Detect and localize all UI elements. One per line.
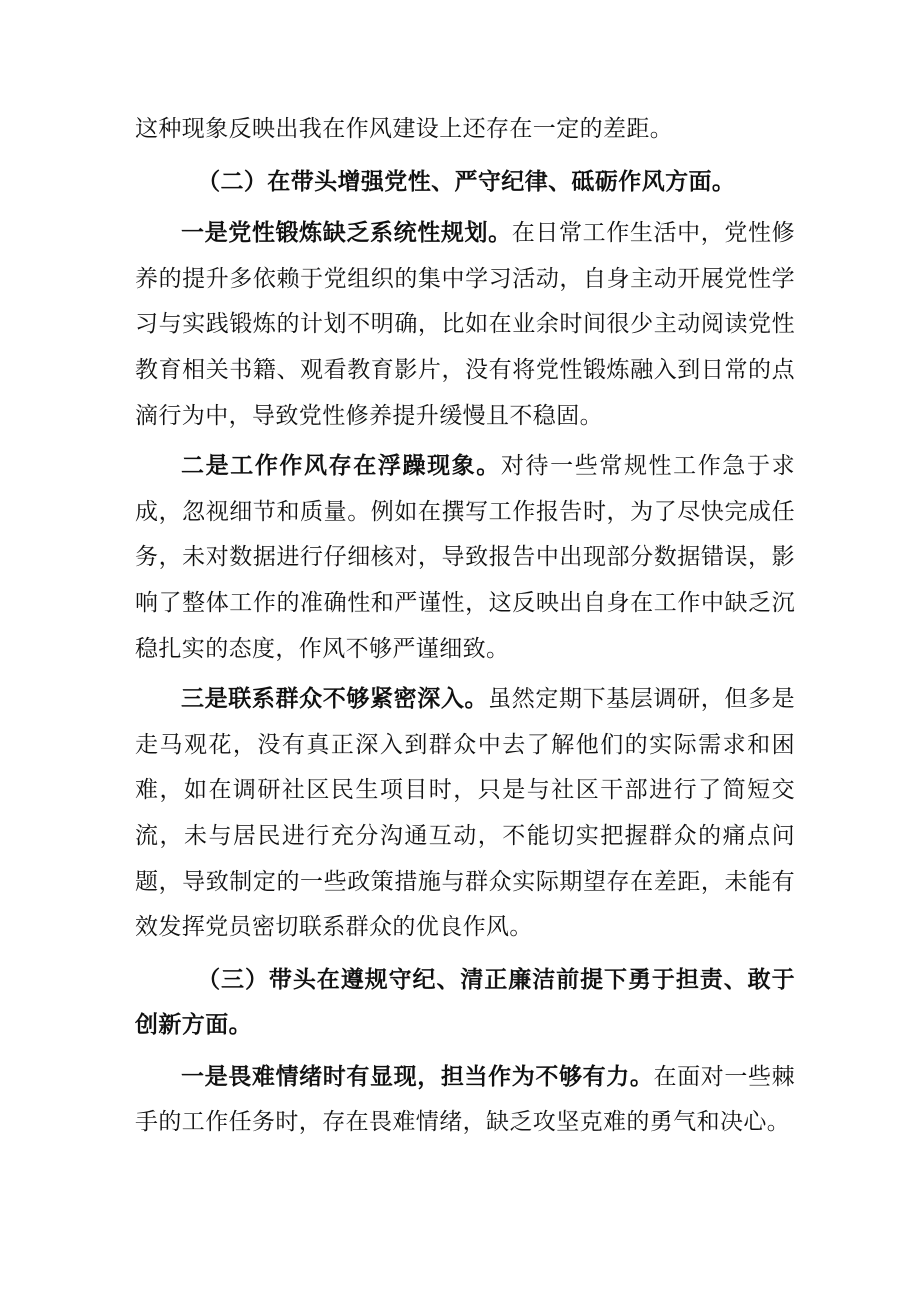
paragraph-lead: 二是工作作风存在浮躁现象。 xyxy=(181,452,501,480)
paragraph-responsibility xyxy=(135,1054,795,1146)
paragraph-masses xyxy=(135,676,795,951)
paragraph-lead: 一是党性锻炼缺乏系统性规划。 xyxy=(181,219,512,247)
paragraph-continuation xyxy=(135,107,795,153)
section-heading-2 xyxy=(135,159,795,205)
document-body xyxy=(135,107,795,1146)
heading-text: （三）带头在遵规守纪、清正廉洁前提下勇于担责、敢于创新方面。 xyxy=(135,965,795,1039)
paragraph-text: 虽然定期下基层调研，但多是走马观花，没有真正深入到群众中去了解他们的实际需求和困难，如在调研社区民生项目时，只是与社区干部进行了简短交流，未与居民进行充分沟通互动，不能切实把握群众的痛点问题，导致制定的一些政策措施与群众实际期望存在差距，未能有效发挥党员密切联系群众的优良作风。 xyxy=(135,686,795,941)
paragraph-text: 对待一些常规性工作急于求成，忽视细节和质量。例如在撰写工作报告时，为了尽快完成任务，未对数据进行仔细核对，导致报告中出现部分数据错误，影响了整体工作的准确性和严谨性，这反映出自身在工作中缺乏沉稳扎实的态度，作风不够严谨细致。 xyxy=(135,453,795,662)
section-heading-3 xyxy=(135,957,795,1048)
paragraph-lead: 三是联系群众不够紧密深入。 xyxy=(181,685,489,713)
paragraph-work-style xyxy=(135,443,795,672)
paragraph-text: 在面对一些棘手的工作任务时，存在畏难情绪，缺乏攻坚克难的勇气和决心。 xyxy=(135,1063,796,1136)
paragraph-lead: 一是畏难情绪时有显现，担当作为不够有力。 xyxy=(181,1062,654,1090)
heading-text: （二）在带头增强党性、严守纪律、砥砺作风方面。 xyxy=(197,167,736,195)
paragraph-text: 这种现象反映出我在作风建设上还存在一定的差距。 xyxy=(135,116,674,142)
paragraph-party-spirit xyxy=(135,210,795,439)
paragraph-text: 在日常工作生活中，党性修养的提升多依赖于党组织的集中学习活动，自身主动开展党性学习与实践锻炼的计划不明确，比如在业余时间很少主动阅读党性教育相关书籍、观看教育影片，没有将党性锻炼融入到日常的点滴行为中，导致党性修养提升缓慢且不稳固。 xyxy=(135,220,795,429)
